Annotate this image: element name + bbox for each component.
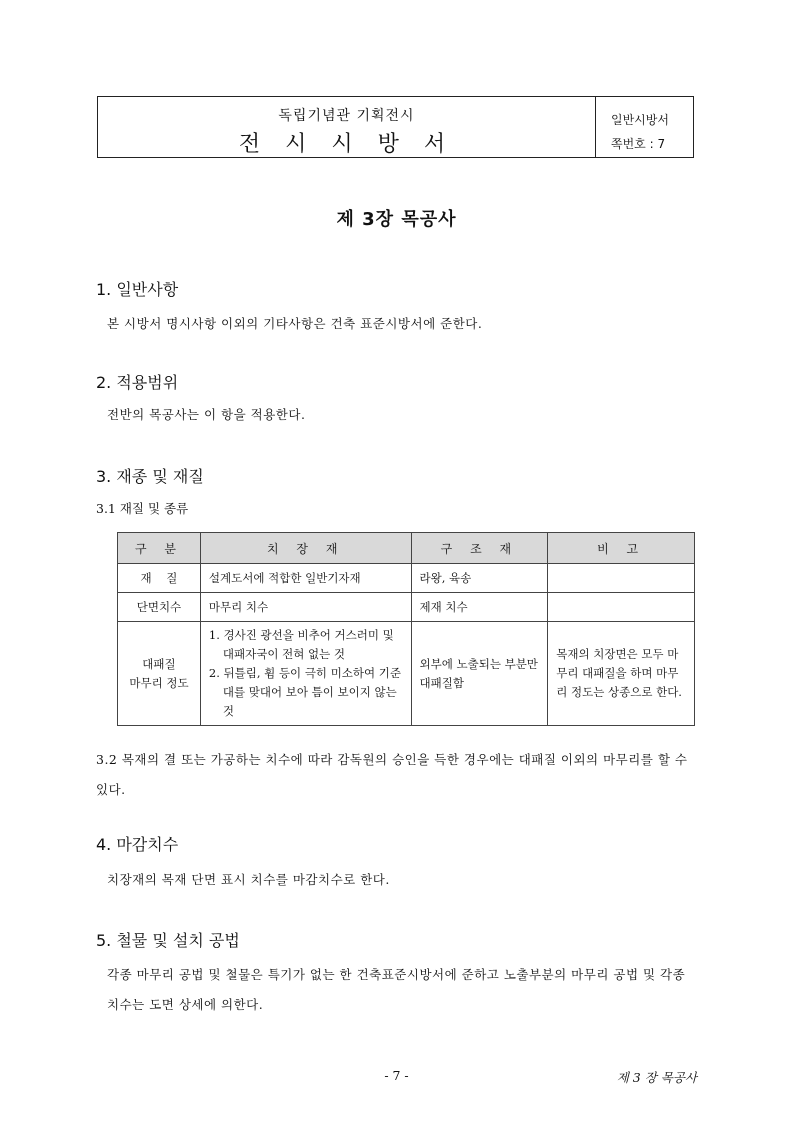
finish-label-line2: 마무리 정도 [129,675,189,690]
header-page-label: 쪽번호 : 7 [611,137,666,151]
table-cell [200,622,411,726]
section-3-title: 3. 재종 및 재질 [96,467,204,486]
table-cell [548,593,695,622]
page-number: - 7 - [384,1068,409,1083]
section-4-title: 4. 마감치수 [96,835,179,854]
table-row [118,564,695,593]
finish-criteria-list [209,626,403,721]
table-cell: 라왕, 육송 [411,564,548,593]
table-row [118,593,695,622]
table-header-row [118,533,695,564]
document-header [97,96,694,158]
table-header-cell: 치 장 재 [200,533,411,564]
footer-chapter: 제 3 장 목공사 [616,1070,697,1085]
section-4-text: 치장재의 목재 단면 표시 치수를 마감치수로 한다. [107,872,390,887]
chapter-title: 제 3장 목공사 [336,209,457,230]
list-item: 2. 뒤틀림, 휨 등이 극히 미소하여 기준대를 맞대어 보아 틈이 보이지 않는 것 [208,666,402,718]
table-cell: 제재 치수 [411,593,548,622]
list-item: 1. 경사진 광선을 비추어 거스러미 및 대패자국이 전혀 없는 것 [208,628,394,661]
section-3-2-text: 3.2 목재의 결 또는 가공하는 치수에 따라 감독원의 승인을 득한 경우에는 대패질 이외의 마무리를 할 수 있다. [96,752,688,797]
table-row [118,622,695,726]
table-header-cell: 구 조 재 [411,533,548,564]
table-cell: 목재의 치장면은 모두 마무리 대패질을 하며 마무리 정도는 상종으로 한다. [548,622,695,726]
table-cell-label: 재 질 [118,564,201,593]
table-cell: 외부에 노출되는 부분만 대패질함 [411,622,548,726]
header-main [98,97,596,157]
section-2-title: 2. 적용범위 [96,373,179,392]
table-cell: 마무리 치수 [200,593,411,622]
header-side [596,97,693,157]
table-header-cell: 비 고 [548,533,695,564]
section-1-text: 본 시방서 명시사항 이외의 기타사항은 건축 표준시방서에 준한다. [107,316,483,331]
table-cell: 설계도서에 적합한 일반기자재 [200,564,411,593]
finish-label-line1: 대패질 [142,656,176,671]
section-5-text: 각종 마무리 공법 및 철물은 특기가 없는 한 건축표준시방서에 준하고 노출부분의 마무리 공법 및 각종치수는 도면 상세에 의한다. [107,967,686,1012]
table-cell [548,564,695,593]
header-doc-type: 일반시방서 [611,113,669,127]
material-spec-table [117,532,695,726]
header-title: 전 시 시 방 서 [238,132,455,157]
header-subtitle: 독립기념관 기획전시 [278,108,415,124]
table-header-cell: 구 분 [118,533,201,564]
section-2-text: 전반의 목공사는 이 항을 적용한다. [107,407,306,422]
table-cell-label [118,622,201,726]
table-cell-label: 단면치수 [118,593,201,622]
section-3-1-title: 3.1 재질 및 종류 [96,501,189,516]
section-1-title: 1. 일반사항 [96,280,179,299]
section-5-title: 5. 철물 및 설치 공법 [96,931,240,950]
